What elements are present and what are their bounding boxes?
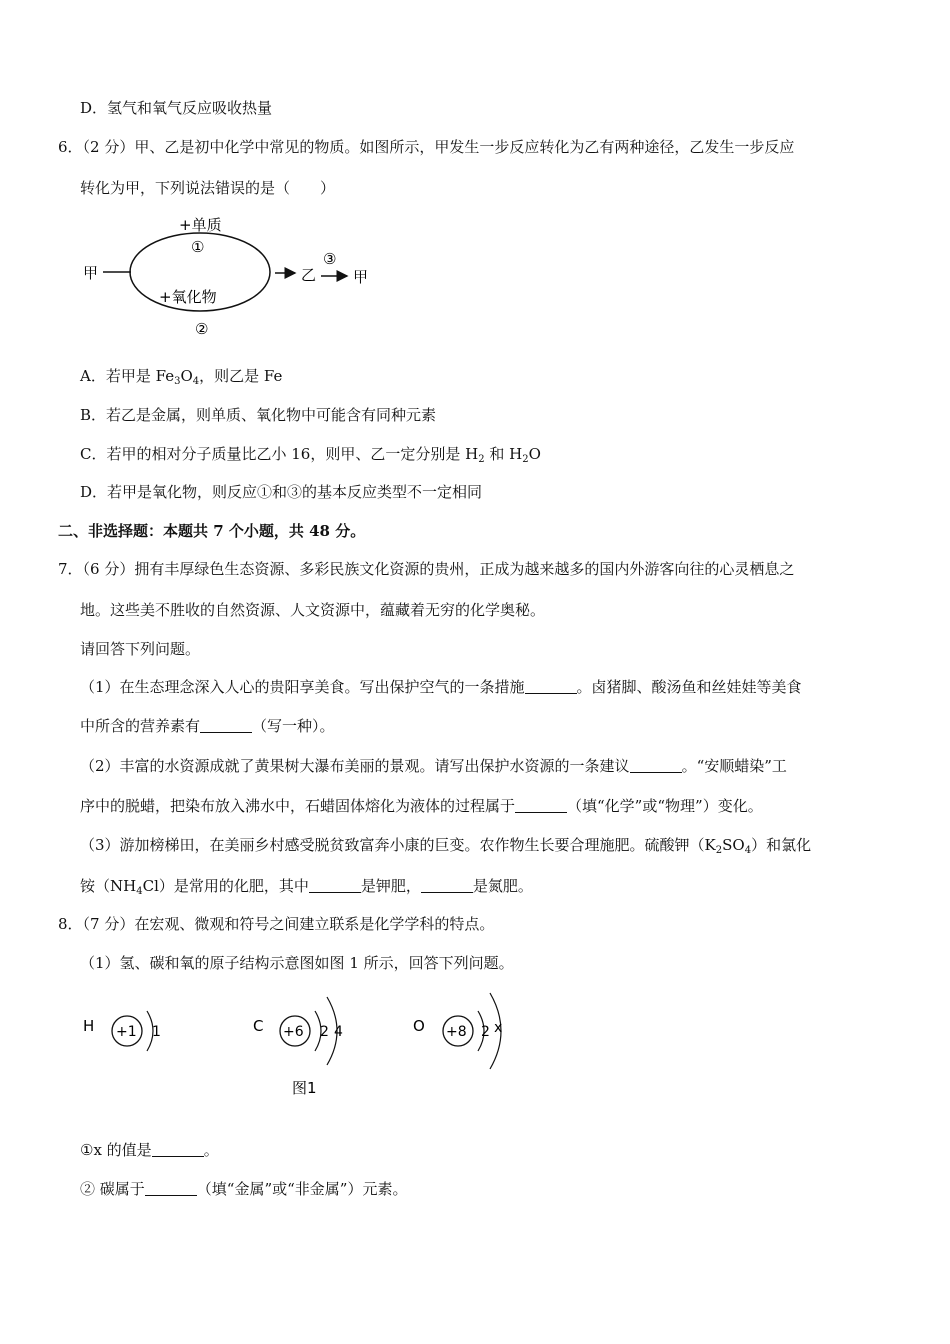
q7-stem-line2: 地。这些美不胜收的自然资源、人文资源中，蕴藏着无穷的化学奥秘。 [80,601,546,619]
answer-blank[interactable] [525,679,577,694]
q6-stem-line2: 转化为甲，下列说法错误的是（ ） [80,179,336,197]
shell-electrons: 2 [320,1024,329,1040]
q6-option-b: B．若乙是金属，则单质、氧化物中可能含有同种元素 [80,406,437,424]
diagram-yi: 乙 [301,266,317,284]
q6-reaction-diagram [75,210,385,340]
q6-stem-line1: 6．（2 分）甲、乙是初中化学中常见的物质。如图所示，甲发生一步反应转化为乙有两种途径，乙发生一步反应 [58,138,795,156]
section-2-heading: 二、非选择题：本题共 7 个小题，共 48 分。 [58,522,366,540]
q5-option-d: D．氢气和氧气反应吸收热量 [80,99,273,117]
q8-stem: 8．（7 分）在宏观、微观和符号之间建立联系是化学学科的特点。 [58,915,495,933]
figure-caption: 图1 [292,1079,317,1097]
atom-carbon [253,997,343,1065]
atom-oxygen [413,993,502,1069]
q7-part2-line2: 序中的脱蜡，把染布放入沸水中，石蜡固体熔化为液体的过程属于 （填“化学”或“物理”）变化。 [80,797,763,815]
shell-electrons: x [494,1020,503,1036]
answer-blank[interactable] [630,758,682,773]
q7-stem-line1: 7．（6 分）拥有丰厚绿色生态资源、多彩民族文化资源的贵州，正成为越来越多的国内外游客向往的心灵栖息之 [58,560,795,578]
q7-part1-line1: （1）在生态理念深入人心的贵阳享美食。写出保护空气的一条措施 。卤猪脚、酸汤鱼和丝娃娃等美食 [80,678,802,696]
q7-part1-line2: 中所含的营养素有 （写一种）。 [80,717,335,735]
q6-option-c: C．若甲的相对分子质量比乙小 16，则甲、乙一定分别是 $H_2$ 和 $H_2O$ [80,445,541,465]
nucleus-charge: +6 [283,1024,304,1040]
nucleus-charge: +8 [446,1024,467,1040]
q6-option-a: A．若甲是 $Fe_3O_4$，则乙是 Fe [80,367,283,387]
shell-electrons: 2 [481,1024,490,1040]
q8-sub1: ①x 的值是 。 [80,1141,219,1159]
diagram-top-label: +单质 [179,216,222,234]
shell-electrons: 4 [334,1024,343,1040]
atom-structure-figure [75,985,525,1100]
q7-part3-line1: （3）游加榜梯田，在美丽乡村感受脱贫致富奔小康的巨变。农作物生长要合理施肥。硫酸钾$(K_2SO_4)$和氯化 [80,836,812,856]
atom-symbol: H [83,1017,95,1035]
diagram-arrow-num: ③ [323,250,337,268]
nucleus-charge: +1 [116,1024,137,1040]
answer-blank[interactable] [515,798,567,813]
q6-option-d: D．若甲是氧化物，则反应①和③的基本反应类型不一定相同 [80,483,483,501]
answer-blank[interactable] [309,878,361,893]
diagram-bottom-num: ② [195,320,209,338]
atom-hydrogen [83,1011,161,1051]
shell-electrons: 1 [152,1024,161,1040]
q8-sub2: ② 碳属于 （填“金属”或“非金属”）元素。 [80,1180,408,1198]
answer-blank[interactable] [421,878,473,893]
atom-symbol: C [253,1017,264,1035]
q7-part3-line2: 铵$(NH_4Cl)$是常用的化肥，其中 是钾肥， 是氮肥。 [80,877,533,897]
diagram-jia-2: 甲 [353,268,369,286]
answer-blank[interactable] [152,1142,204,1157]
answer-blank[interactable] [200,718,252,733]
answer-blank[interactable] [145,1181,197,1196]
q7-part2-line1: （2）丰富的水资源成就了黄果树大瀑布美丽的景观。请写出保护水资源的一条建议 。“安顺蜡染”工 [80,757,787,775]
diagram-bottom-label: +氧化物 [159,288,217,306]
diagram-jia: 甲 [83,264,99,282]
atom-symbol: O [413,1017,425,1035]
diagram-top-num: ① [191,238,205,256]
q7-stem-line3: 请回答下列问题。 [80,640,201,658]
q8-part1: （1）氢、碳和氧的原子结构示意图如图 1 所示，回答下列问题。 [80,954,514,972]
